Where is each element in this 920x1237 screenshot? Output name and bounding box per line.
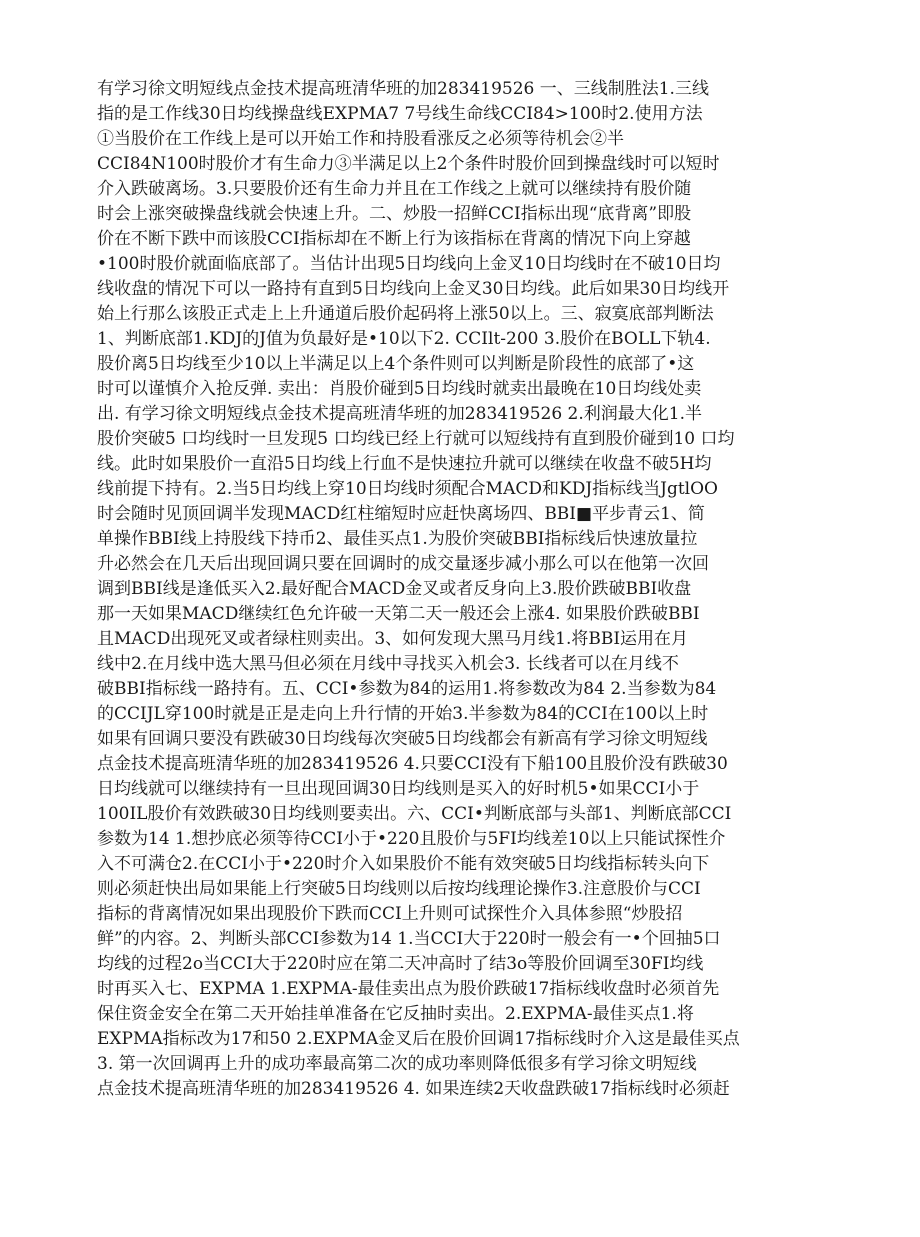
text-line: ①当股价在工作线上是可以开始工作和持股看涨反之必须等待机会②半: [97, 129, 624, 149]
text-line: 那一天如果MACD继续红色允许破一天第二天一般还会上涨4. 如果股价跌破BBI: [97, 604, 700, 624]
text-line: 参数为14 1.想抄底必须等待CCI小于•220且股价与5FI均线差10以上只能试探性介: [97, 829, 726, 849]
text-line: 升必然会在几天后出现回调只要在回调时的成交量逐步减小那么可以在他第一次回: [97, 554, 709, 574]
text-line: 时再买入七、EXPMA 1.EXPMA-最佳卖出点为股价跌破17指标线收盘时必须首先: [97, 979, 720, 999]
text-line: 100IL股价有效跌破30日均线则要卖出。六、CCI•判断底部与头部1、判断底部CCI: [97, 804, 732, 824]
text-line: 线前提下持有。2.当5日均线上穿10日均线时须配合MACD和KDJ指标线当JgtlOO: [97, 479, 718, 499]
text-line: 保住资金安全在第二天开始挂单准备在它反抽时卖出。2.EXPMA-最佳买点1.将: [97, 1004, 694, 1024]
text-line: 线收盘的情况下可以一路持有直到5日均线向上金叉30日均线。此后如果30日均线开: [97, 279, 730, 299]
text-line: 时可以谨慎介入抢反弹. 卖出：肖股价碰到5日均线时就卖出最晚在10日均线处卖: [97, 379, 702, 399]
text-line: 指的是工作线30日均线操盘线EXPMA7 7号线生命线CCI84>100时2.使用方法: [97, 104, 703, 124]
text-line: 介入跌破离场。3.只要股价还有生命力并且在工作线之上就可以继续持有股价随: [97, 179, 692, 199]
text-line: 的CCIJL穿100时就是正是走向上升行情的开始3.半参数为84的CCI在100以上时: [97, 704, 709, 724]
text-line: CCI84N100时股价才有生命力③半满足以上2个条件时股价回到操盘线时可以短时: [97, 154, 720, 174]
text-line: 调到BBI线是逢低买入2.最好配合MACD金叉或者反身向上3.股价跌破BBI收盘: [97, 579, 692, 599]
text-line: 1、判断底部1.KDJ的J值为负最好是•10以下2. CCIlt-200 3.股价在BOLL下轨4.: [97, 329, 711, 349]
text-line: 线。此时如果股价一直沿5日均线上行血不是快速拉升就可以继续在收盘不破5H均: [97, 454, 712, 474]
text-line: •100时股价就面临底部了。当估计出现5日均线向上金叉10日均线时在不破10日均: [97, 254, 721, 274]
text-line: 3. 第一次回调再上升的成功率最高第二次的成功率则降低很多有学习徐文明短线: [97, 1054, 697, 1074]
text-line: 有学习徐文明短线点金技术提高班清华班的加283419526 一、三线制胜法1.三线: [97, 79, 709, 99]
text-line: 股价离5日均线至少10以上半满足以上4个条件则可以判断是阶段性的底部了•这: [97, 354, 695, 374]
text-line: 指标的背离情况如果出现股价下跌而CCI上升则可试探性介入具体参照“炒股招: [97, 904, 683, 924]
text-line: 点金技术提高班清华班的加283419526 4. 如果连续2天收盘跌破17指标线时必须赶: [97, 1079, 730, 1099]
text-line: 鲜”的内容。2、判断头部CCI参数为14 1.当CCI大于220时一般会有一•个回抽5口: [97, 929, 721, 949]
text-line: 价在不断下跌中而该股CCI指标却在不断上行为该指标在背离的情况下向上穿越: [97, 229, 691, 249]
text-line: 点金技术提高班清华班的加283419526 4.只要CCI没有下船100且股价没有跌破30: [97, 754, 728, 774]
document-text: [97, 77, 817, 1102]
text-line: 均线的过程2o当CCI大于220时应在第二天冲高时了结3o等股价回调至30FI均线: [97, 954, 704, 974]
text-line: 如果有回调只要没有跌破30日均线每次突破5日均线都会有新高有学习徐文明短线: [97, 729, 708, 749]
text-line: 时会上涨突破操盘线就会快速上升。二、炒股一招鲜CCI指标出现“底背离”即股: [97, 204, 692, 224]
text-line: 且MACD出现死叉或者绿柱则卖出。3、如何发现大黑马月线1.将BBI运用在月: [97, 629, 689, 649]
text-line: 破BBI指标线一路持有。五、CCI•参数为84的运用1.将参数改为84 2.当参数为84: [97, 679, 717, 699]
text-line: 股价突破5 口均线时一旦发现5 口均线已经上行就可以短线持有直到股价碰到10 口均: [97, 429, 735, 449]
text-line: 时会随时见顶回调半发现MACD红柱缩短时应赶快离场四、BBI■平步青云1、简: [97, 504, 705, 524]
text-line: 则必须赶快出局如果能上行突破5日均线则以后按均线理论操作3.注意股价与CCI: [97, 879, 701, 899]
text-line: 始上行那么该股正式走上上升通道后股价起码将上涨50以上。三、寂寞底部判断法: [97, 304, 714, 324]
text-line: 线中2.在月线中选大黑马但必须在月线中寻找买入机会3. 长线者可以在月线不: [97, 654, 679, 674]
text-line: EXPMA指标改为17和50 2.EXPMA金叉后在股价回调17指标线时介入这是最佳买点: [97, 1029, 740, 1049]
text-line: 出. 有学习徐文明短线点金技术提高班清华班的加283419526 2.利润最大化1.半: [97, 404, 702, 424]
text-line: 入不可满仓2.在CCI小于•220时介入如果股价不能有效突破5日均线指标转头向下: [97, 854, 710, 874]
text-line: 单操作BBI线上持股线下持币2、最佳买点1.为股价突破BBI指标线后快速放量拉: [97, 529, 698, 549]
text-line: 日均线就可以继续持有一旦出现回调30日均线则是买入的好时机5•如果CCI小于: [97, 779, 700, 799]
